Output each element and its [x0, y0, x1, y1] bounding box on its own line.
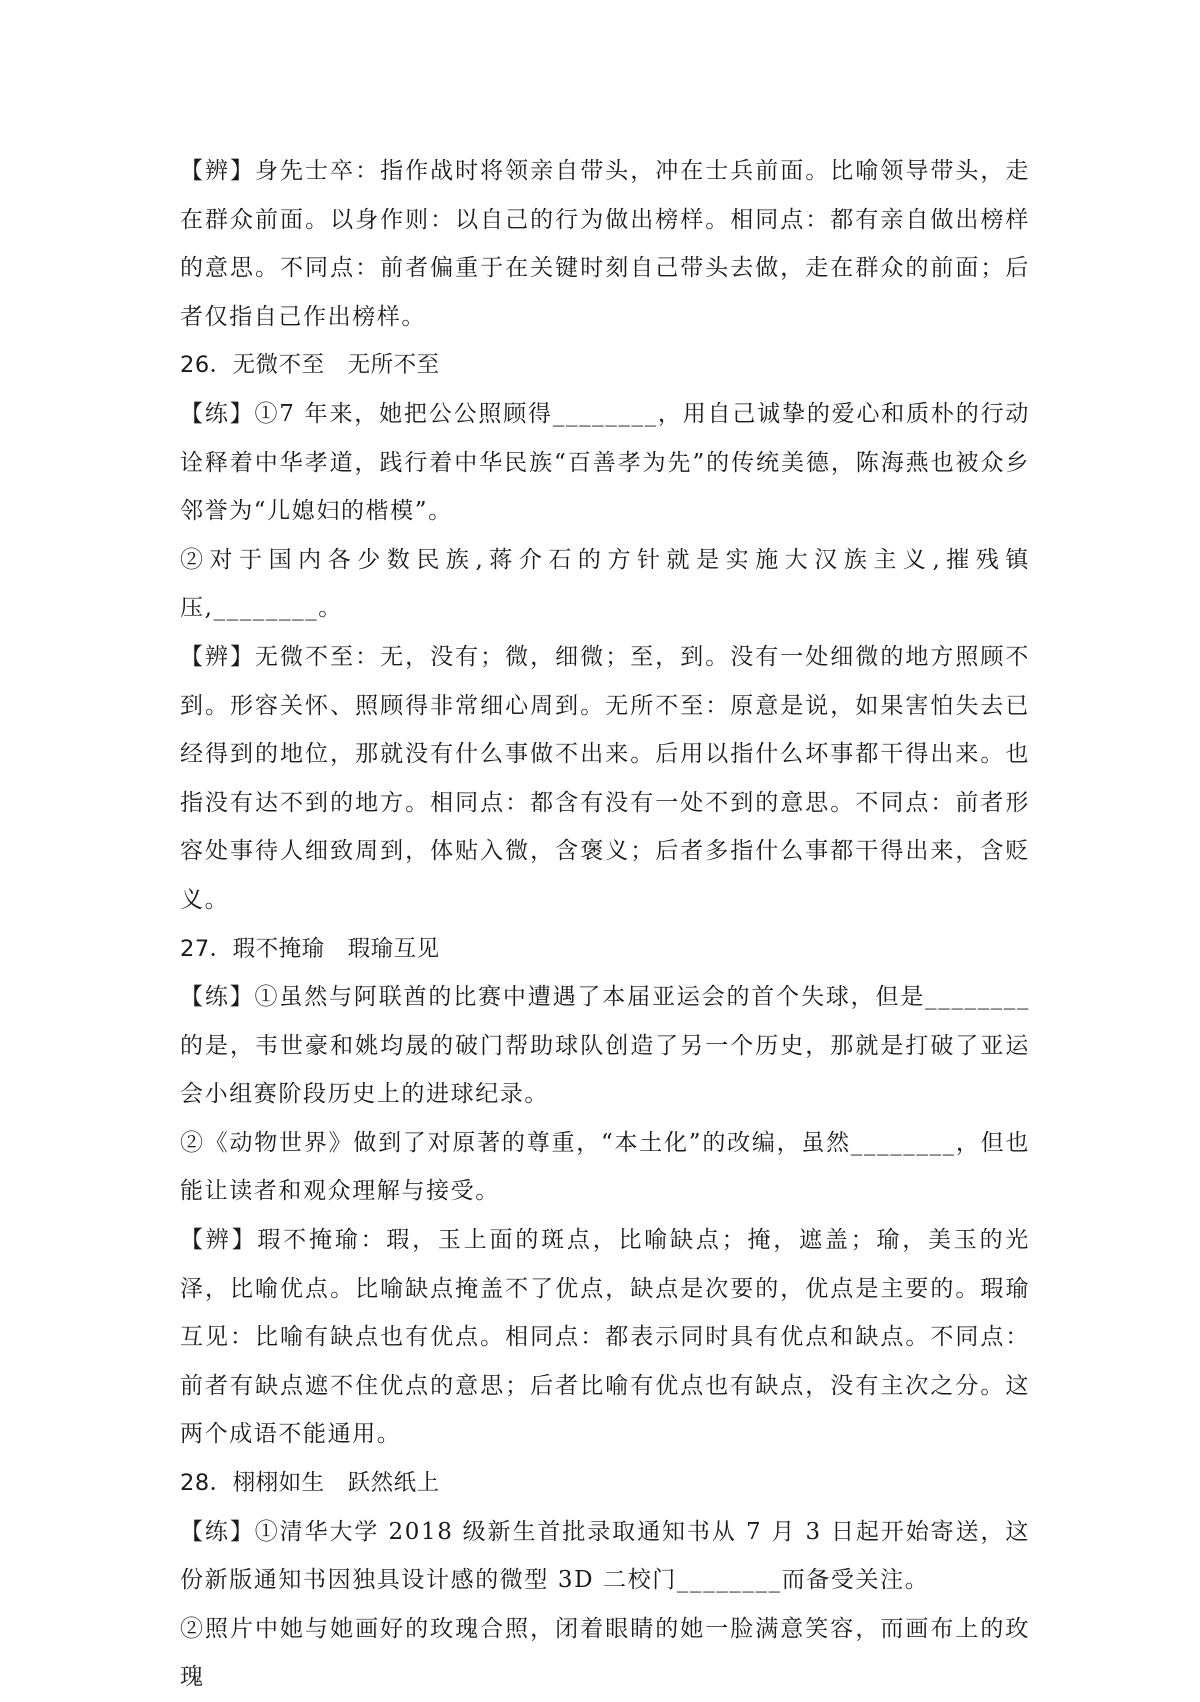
- document-body: [180, 147, 1030, 1702]
- heading-item-28: 28．栩栩如生 跃然纸上: [180, 1470, 440, 1497]
- paragraph-bian-26: 【辨】无微不至：无，没有；微，细微；至，到。没有一处细微的地方照顾不到。形容关怀、照顾得非常细心周到。无所不至：原意是说，如果害怕失去已经得到的地位，那就没有什么事做不出来。后用以指什么坏事都干得出来。也指没有达不到的地方。相同点：都含有没有一处不到的意思。不同点：前者形容处事待人细致周到，体贴入微，含褒义；后者多指什么事都干得出来，含贬义。: [180, 643, 1030, 913]
- paragraph-bian-shenxianshizu: 【辨】身先士卒：指作战时将领亲自带头，冲在士兵前面。比喻领导带头，走在群众前面。以身作则：以自己的行为做出榜样。相同点：都有亲自做出榜样的意思。不同点：前者偏重于在关键时刻自己带头去做，走在群众的前面；后者仅指自己作出榜样。: [180, 158, 1030, 330]
- paragraph-lian-26-2: ②对于国内各少数民族,蒋介石的方针就是实施大汉族主义,摧残镇压,________。: [180, 546, 1030, 622]
- paragraph-lian-27-1: 【练】①虽然与阿联酋的比赛中遭遇了本届亚运会的首个失球，但是________的是，韦世豪和姚均晟的破门帮助球队创造了另一个历史，那就是打破了亚运会小组赛阶段历史上的进球纪录。: [180, 984, 1030, 1108]
- paragraph-bian-27: 【辨】瑕不掩瑜：瑕，玉上面的斑点，比喻缺点；掩，遮盖；瑜，美玉的光泽，比喻优点。比喻缺点掩盖不了优点，缺点是次要的，优点是主要的。瑕瑜互见：比喻有缺点也有优点。相同点：都表示同时具有优点和缺点。不同点：前者有缺点遮不住优点的意思；后者比喻有优点也有缺点，没有主次之分。这两个成语不能通用。: [180, 1227, 1030, 1448]
- heading-item-27: 27．瑕不掩瑜 瑕瑜互见: [180, 935, 440, 962]
- paragraph-lian-28-1: 【练】①清华大学 2018 级新生首批录取通知书从 7 月 3 日起开始寄送，这份新版通知书因独具设计感的微型 3D 二校门________而备受关注。: [180, 1518, 1030, 1594]
- heading-item-26: 26．无微不至 无所不至: [180, 352, 440, 379]
- paragraph-lian-27-2: ②《动物世界》做到了对原著的尊重，“本土化”的改编，虽然________，但也能让读者和观众理解与接受。: [180, 1129, 1030, 1205]
- paragraph-lian-28-2: ②照片中她与她画好的玫瑰合照，闭着眼睛的她一脸满意笑容，而画布上的玫瑰: [180, 1615, 1030, 1691]
- paragraph-lian-26-1: 【练】①7 年来，她把公公照顾得________，用自己诚挚的爱心和质朴的行动诠释着中华孝道，践行着中华民族“百善孝为先”的传统美德，陈海燕也被众乡邻誉为“儿媳妇的楷模”。: [180, 400, 1030, 525]
